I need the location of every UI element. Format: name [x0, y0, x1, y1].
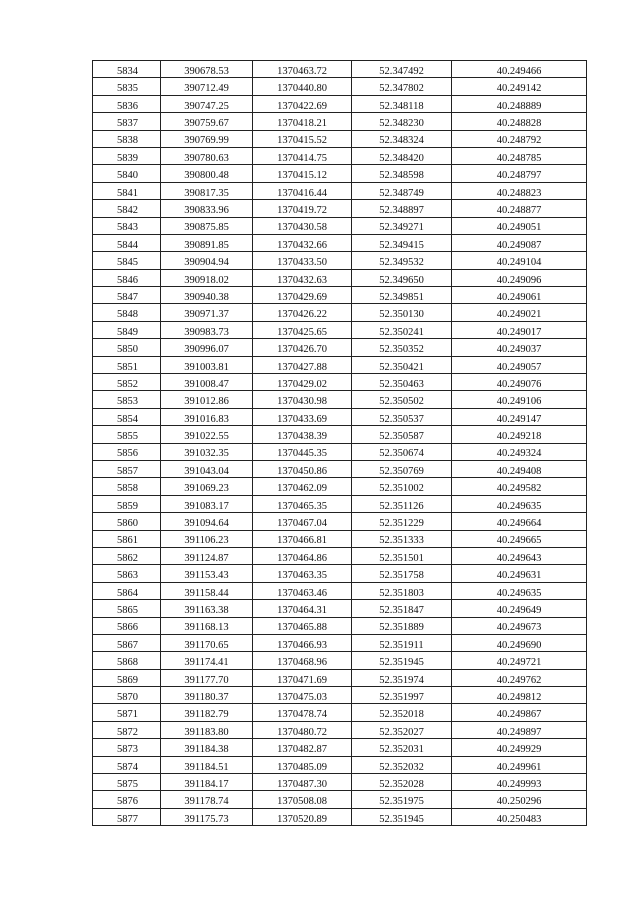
y-coordinate-cell: 1370415.52 [253, 130, 352, 147]
longitude-cell: 40.249635 [452, 582, 587, 599]
table-row [93, 808, 587, 825]
y-coordinate-cell: 1370433.69 [253, 408, 352, 425]
x-coordinate-cell: 391168.13 [161, 617, 253, 634]
latitude-cell: 52.350674 [352, 443, 452, 460]
x-coordinate-cell: 391184.51 [161, 756, 253, 773]
table-row [93, 217, 587, 234]
latitude-cell: 52.349415 [352, 234, 452, 251]
table-row [93, 321, 587, 338]
longitude-cell: 40.249631 [452, 565, 587, 582]
table-row [93, 78, 587, 95]
longitude-cell: 40.249649 [452, 600, 587, 617]
table-row [93, 374, 587, 391]
table-row [93, 669, 587, 686]
x-coordinate-cell: 391016.83 [161, 408, 253, 425]
longitude-cell: 40.249812 [452, 687, 587, 704]
point-number-cell: 5852 [93, 374, 161, 391]
longitude-cell: 40.249643 [452, 547, 587, 564]
point-number-cell: 5856 [93, 443, 161, 460]
table-row [93, 269, 587, 286]
longitude-cell: 40.248785 [452, 147, 587, 164]
x-coordinate-cell: 391182.79 [161, 704, 253, 721]
longitude-cell: 40.249582 [452, 478, 587, 495]
x-coordinate-cell: 390875.85 [161, 217, 253, 234]
table-row [93, 704, 587, 721]
y-coordinate-cell: 1370485.09 [253, 756, 352, 773]
table-row [93, 304, 587, 321]
point-number-cell: 5877 [93, 808, 161, 825]
point-number-cell: 5838 [93, 130, 161, 147]
point-number-cell: 5873 [93, 739, 161, 756]
longitude-cell: 40.249057 [452, 356, 587, 373]
x-coordinate-cell: 390940.38 [161, 287, 253, 304]
y-coordinate-cell: 1370426.22 [253, 304, 352, 321]
point-number-cell: 5846 [93, 269, 161, 286]
x-coordinate-cell: 391153.43 [161, 565, 253, 582]
x-coordinate-cell: 390996.07 [161, 339, 253, 356]
latitude-cell: 52.351333 [352, 530, 452, 547]
x-coordinate-cell: 391180.37 [161, 687, 253, 704]
point-number-cell: 5863 [93, 565, 161, 582]
latitude-cell: 52.350587 [352, 426, 452, 443]
latitude-cell: 52.350769 [352, 460, 452, 477]
point-number-cell: 5860 [93, 513, 161, 530]
latitude-cell: 52.347492 [352, 61, 452, 78]
point-number-cell: 5841 [93, 182, 161, 199]
table-row [93, 165, 587, 182]
point-number-cell: 5834 [93, 61, 161, 78]
longitude-cell: 40.249929 [452, 739, 587, 756]
latitude-cell: 52.349532 [352, 252, 452, 269]
latitude-cell: 52.351126 [352, 495, 452, 512]
latitude-cell: 52.348118 [352, 95, 452, 112]
longitude-cell: 40.248823 [452, 182, 587, 199]
point-number-cell: 5869 [93, 669, 161, 686]
x-coordinate-cell: 390904.94 [161, 252, 253, 269]
latitude-cell: 52.351911 [352, 634, 452, 651]
table-row [93, 130, 587, 147]
point-number-cell: 5855 [93, 426, 161, 443]
x-coordinate-cell: 391012.86 [161, 391, 253, 408]
y-coordinate-cell: 1370430.58 [253, 217, 352, 234]
longitude-cell: 40.249218 [452, 426, 587, 443]
longitude-cell: 40.249993 [452, 774, 587, 791]
x-coordinate-cell: 391094.64 [161, 513, 253, 530]
x-coordinate-cell: 390780.63 [161, 147, 253, 164]
y-coordinate-cell: 1370429.69 [253, 287, 352, 304]
table-row [93, 652, 587, 669]
x-coordinate-cell: 390712.49 [161, 78, 253, 95]
table-row [93, 739, 587, 756]
point-number-cell: 5868 [93, 652, 161, 669]
y-coordinate-cell: 1370468.96 [253, 652, 352, 669]
table-row [93, 391, 587, 408]
longitude-cell: 40.248889 [452, 95, 587, 112]
table-row [93, 756, 587, 773]
longitude-cell: 40.249021 [452, 304, 587, 321]
table-row [93, 634, 587, 651]
latitude-cell: 52.350502 [352, 391, 452, 408]
table-row [93, 513, 587, 530]
x-coordinate-cell: 391069.23 [161, 478, 253, 495]
longitude-cell: 40.249017 [452, 321, 587, 338]
y-coordinate-cell: 1370440.80 [253, 78, 352, 95]
y-coordinate-cell: 1370432.63 [253, 269, 352, 286]
x-coordinate-cell: 390983.73 [161, 321, 253, 338]
x-coordinate-cell: 391175.73 [161, 808, 253, 825]
x-coordinate-cell: 391184.38 [161, 739, 253, 756]
x-coordinate-cell: 391170.65 [161, 634, 253, 651]
y-coordinate-cell: 1370465.88 [253, 617, 352, 634]
y-coordinate-cell: 1370508.08 [253, 791, 352, 808]
latitude-cell: 52.347802 [352, 78, 452, 95]
table-row [93, 600, 587, 617]
table-row [93, 721, 587, 738]
longitude-cell: 40.249324 [452, 443, 587, 460]
longitude-cell: 40.248797 [452, 165, 587, 182]
latitude-cell: 52.348897 [352, 200, 452, 217]
latitude-cell: 52.349650 [352, 269, 452, 286]
y-coordinate-cell: 1370463.35 [253, 565, 352, 582]
point-number-cell: 5871 [93, 704, 161, 721]
table-row [93, 61, 587, 78]
table-row [93, 356, 587, 373]
table-row [93, 234, 587, 251]
point-number-cell: 5849 [93, 321, 161, 338]
longitude-cell: 40.249762 [452, 669, 587, 686]
y-coordinate-cell: 1370425.65 [253, 321, 352, 338]
latitude-cell: 52.348598 [352, 165, 452, 182]
coordinates-table-body [93, 61, 587, 826]
x-coordinate-cell: 390833.96 [161, 200, 253, 217]
y-coordinate-cell: 1370419.72 [253, 200, 352, 217]
longitude-cell: 40.249087 [452, 234, 587, 251]
latitude-cell: 52.349851 [352, 287, 452, 304]
longitude-cell: 40.249665 [452, 530, 587, 547]
longitude-cell: 40.249147 [452, 408, 587, 425]
longitude-cell: 40.248877 [452, 200, 587, 217]
latitude-cell: 52.352032 [352, 756, 452, 773]
longitude-cell: 40.249051 [452, 217, 587, 234]
longitude-cell: 40.248792 [452, 130, 587, 147]
latitude-cell: 52.350463 [352, 374, 452, 391]
latitude-cell: 52.348230 [352, 113, 452, 130]
table-row [93, 530, 587, 547]
y-coordinate-cell: 1370418.21 [253, 113, 352, 130]
point-number-cell: 5843 [93, 217, 161, 234]
y-coordinate-cell: 1370463.46 [253, 582, 352, 599]
point-number-cell: 5870 [93, 687, 161, 704]
y-coordinate-cell: 1370450.86 [253, 460, 352, 477]
y-coordinate-cell: 1370422.69 [253, 95, 352, 112]
y-coordinate-cell: 1370416.44 [253, 182, 352, 199]
longitude-cell: 40.249961 [452, 756, 587, 773]
x-coordinate-cell: 391008.47 [161, 374, 253, 391]
latitude-cell: 52.351889 [352, 617, 452, 634]
longitude-cell: 40.249673 [452, 617, 587, 634]
point-number-cell: 5840 [93, 165, 161, 182]
table-row [93, 617, 587, 634]
latitude-cell: 52.352027 [352, 721, 452, 738]
x-coordinate-cell: 391183.80 [161, 721, 253, 738]
table-row [93, 547, 587, 564]
y-coordinate-cell: 1370464.31 [253, 600, 352, 617]
latitude-cell: 52.351501 [352, 547, 452, 564]
table-row [93, 565, 587, 582]
latitude-cell: 52.351975 [352, 791, 452, 808]
y-coordinate-cell: 1370427.88 [253, 356, 352, 373]
latitude-cell: 52.348420 [352, 147, 452, 164]
table-row [93, 791, 587, 808]
longitude-cell: 40.249408 [452, 460, 587, 477]
longitude-cell: 40.249664 [452, 513, 587, 530]
x-coordinate-cell: 390759.67 [161, 113, 253, 130]
longitude-cell: 40.249466 [452, 61, 587, 78]
y-coordinate-cell: 1370429.02 [253, 374, 352, 391]
x-coordinate-cell: 391043.04 [161, 460, 253, 477]
x-coordinate-cell: 391177.70 [161, 669, 253, 686]
latitude-cell: 52.351945 [352, 808, 452, 825]
latitude-cell: 52.348749 [352, 182, 452, 199]
y-coordinate-cell: 1370462.09 [253, 478, 352, 495]
longitude-cell: 40.249721 [452, 652, 587, 669]
y-coordinate-cell: 1370426.70 [253, 339, 352, 356]
longitude-cell: 40.249104 [452, 252, 587, 269]
point-number-cell: 5861 [93, 530, 161, 547]
latitude-cell: 52.351758 [352, 565, 452, 582]
x-coordinate-cell: 391106.23 [161, 530, 253, 547]
point-number-cell: 5848 [93, 304, 161, 321]
longitude-cell: 40.249142 [452, 78, 587, 95]
y-coordinate-cell: 1370415.12 [253, 165, 352, 182]
table-row [93, 252, 587, 269]
latitude-cell: 52.351229 [352, 513, 452, 530]
point-number-cell: 5858 [93, 478, 161, 495]
latitude-cell: 52.349271 [352, 217, 452, 234]
point-number-cell: 5836 [93, 95, 161, 112]
point-number-cell: 5864 [93, 582, 161, 599]
x-coordinate-cell: 391174.41 [161, 652, 253, 669]
table-row [93, 182, 587, 199]
table-row [93, 200, 587, 217]
point-number-cell: 5872 [93, 721, 161, 738]
y-coordinate-cell: 1370430.98 [253, 391, 352, 408]
y-coordinate-cell: 1370466.81 [253, 530, 352, 547]
x-coordinate-cell: 391083.17 [161, 495, 253, 512]
y-coordinate-cell: 1370414.75 [253, 147, 352, 164]
x-coordinate-cell: 391178.74 [161, 791, 253, 808]
table-row [93, 495, 587, 512]
point-number-cell: 5839 [93, 147, 161, 164]
point-number-cell: 5874 [93, 756, 161, 773]
x-coordinate-cell: 391022.55 [161, 426, 253, 443]
table-row [93, 339, 587, 356]
y-coordinate-cell: 1370467.04 [253, 513, 352, 530]
longitude-cell: 40.249076 [452, 374, 587, 391]
longitude-cell: 40.249867 [452, 704, 587, 721]
latitude-cell: 52.351945 [352, 652, 452, 669]
longitude-cell: 40.248828 [452, 113, 587, 130]
table-row [93, 408, 587, 425]
longitude-cell: 40.249897 [452, 721, 587, 738]
latitude-cell: 52.351974 [352, 669, 452, 686]
latitude-cell: 52.350130 [352, 304, 452, 321]
table-row [93, 426, 587, 443]
point-number-cell: 5844 [93, 234, 161, 251]
latitude-cell: 52.350241 [352, 321, 452, 338]
table-row [93, 582, 587, 599]
longitude-cell: 40.249635 [452, 495, 587, 512]
x-coordinate-cell: 391184.17 [161, 774, 253, 791]
latitude-cell: 52.350421 [352, 356, 452, 373]
point-number-cell: 5850 [93, 339, 161, 356]
latitude-cell: 52.351847 [352, 600, 452, 617]
y-coordinate-cell: 1370433.50 [253, 252, 352, 269]
point-number-cell: 5845 [93, 252, 161, 269]
x-coordinate-cell: 390817.35 [161, 182, 253, 199]
longitude-cell: 40.249690 [452, 634, 587, 651]
y-coordinate-cell: 1370466.93 [253, 634, 352, 651]
y-coordinate-cell: 1370475.03 [253, 687, 352, 704]
y-coordinate-cell: 1370438.39 [253, 426, 352, 443]
table-row [93, 95, 587, 112]
point-number-cell: 5867 [93, 634, 161, 651]
latitude-cell: 52.352028 [352, 774, 452, 791]
table-row [93, 687, 587, 704]
x-coordinate-cell: 390678.53 [161, 61, 253, 78]
y-coordinate-cell: 1370478.74 [253, 704, 352, 721]
point-number-cell: 5837 [93, 113, 161, 130]
x-coordinate-cell: 391163.38 [161, 600, 253, 617]
point-number-cell: 5835 [93, 78, 161, 95]
y-coordinate-cell: 1370465.35 [253, 495, 352, 512]
x-coordinate-cell: 391158.44 [161, 582, 253, 599]
latitude-cell: 52.352018 [352, 704, 452, 721]
longitude-cell: 40.249106 [452, 391, 587, 408]
x-coordinate-cell: 391124.87 [161, 547, 253, 564]
y-coordinate-cell: 1370464.86 [253, 547, 352, 564]
point-number-cell: 5859 [93, 495, 161, 512]
longitude-cell: 40.249096 [452, 269, 587, 286]
x-coordinate-cell: 390891.85 [161, 234, 253, 251]
x-coordinate-cell: 390747.25 [161, 95, 253, 112]
table-row [93, 113, 587, 130]
coordinates-table [92, 60, 587, 826]
point-number-cell: 5865 [93, 600, 161, 617]
table-row [93, 460, 587, 477]
y-coordinate-cell: 1370487.30 [253, 774, 352, 791]
point-number-cell: 5854 [93, 408, 161, 425]
table-row [93, 774, 587, 791]
latitude-cell: 52.348324 [352, 130, 452, 147]
latitude-cell: 52.352031 [352, 739, 452, 756]
x-coordinate-cell: 390918.02 [161, 269, 253, 286]
y-coordinate-cell: 1370482.87 [253, 739, 352, 756]
y-coordinate-cell: 1370445.35 [253, 443, 352, 460]
latitude-cell: 52.351803 [352, 582, 452, 599]
latitude-cell: 52.351997 [352, 687, 452, 704]
latitude-cell: 52.350352 [352, 339, 452, 356]
point-number-cell: 5857 [93, 460, 161, 477]
x-coordinate-cell: 391032.35 [161, 443, 253, 460]
x-coordinate-cell: 391003.81 [161, 356, 253, 373]
point-number-cell: 5866 [93, 617, 161, 634]
point-number-cell: 5851 [93, 356, 161, 373]
x-coordinate-cell: 390971.37 [161, 304, 253, 321]
y-coordinate-cell: 1370471.69 [253, 669, 352, 686]
x-coordinate-cell: 390800.48 [161, 165, 253, 182]
point-number-cell: 5853 [93, 391, 161, 408]
longitude-cell: 40.250483 [452, 808, 587, 825]
table-row [93, 478, 587, 495]
point-number-cell: 5842 [93, 200, 161, 217]
table-row [93, 287, 587, 304]
point-number-cell: 5847 [93, 287, 161, 304]
table-row [93, 443, 587, 460]
point-number-cell: 5876 [93, 791, 161, 808]
y-coordinate-cell: 1370463.72 [253, 61, 352, 78]
latitude-cell: 52.351002 [352, 478, 452, 495]
longitude-cell: 40.249061 [452, 287, 587, 304]
point-number-cell: 5875 [93, 774, 161, 791]
table-row [93, 147, 587, 164]
y-coordinate-cell: 1370480.72 [253, 721, 352, 738]
y-coordinate-cell: 1370520.89 [253, 808, 352, 825]
x-coordinate-cell: 390769.99 [161, 130, 253, 147]
longitude-cell: 40.249037 [452, 339, 587, 356]
longitude-cell: 40.250296 [452, 791, 587, 808]
y-coordinate-cell: 1370432.66 [253, 234, 352, 251]
latitude-cell: 52.350537 [352, 408, 452, 425]
point-number-cell: 5862 [93, 547, 161, 564]
